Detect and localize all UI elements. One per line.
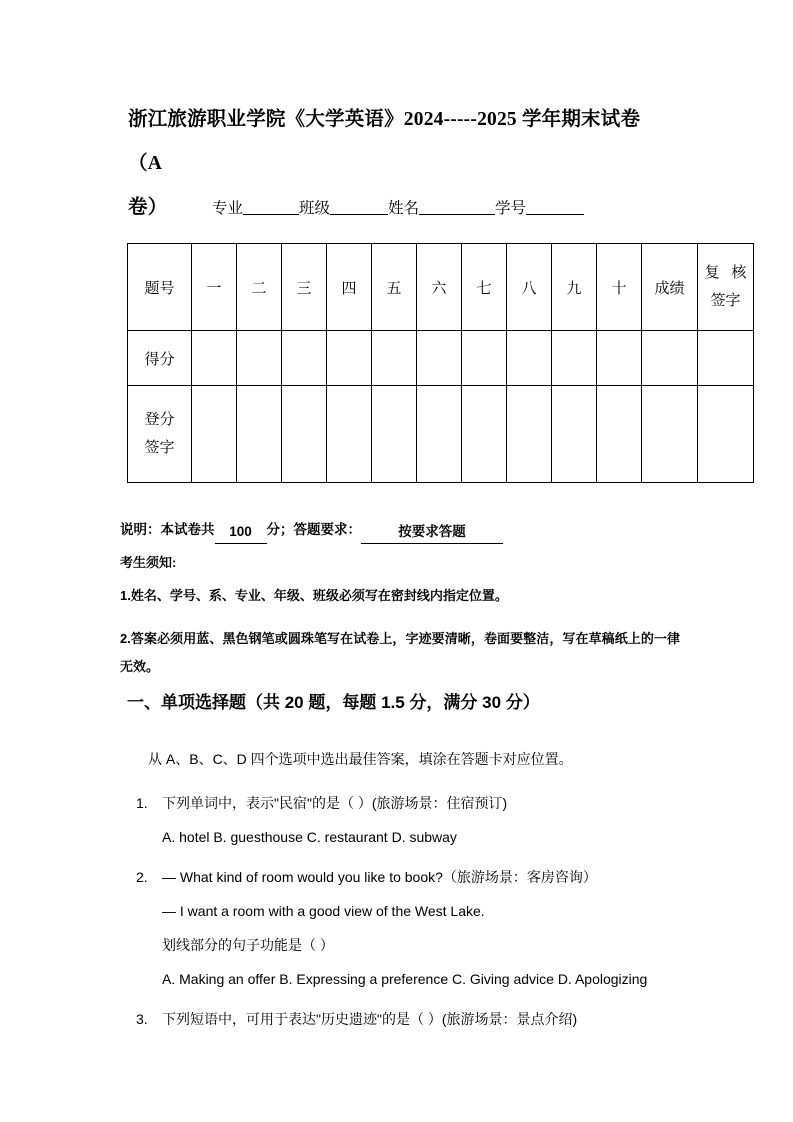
signature-cell-7[interactable] [462,386,507,483]
question-text-continued: — I want a room with a good view of the West Lake. [162,903,485,919]
row-signature-label [128,386,192,483]
score-cell-7[interactable] [462,331,507,386]
table-row-signature [128,386,754,483]
signature-label-line-1: 登分 [144,412,175,428]
header-cell-3: 三 [282,244,327,331]
header-cell-total: 成绩 [642,244,698,331]
major-blank[interactable] [243,214,299,215]
exam-description-line [120,519,503,544]
notice-title: 考生须知: [120,555,177,570]
score-table [127,243,754,483]
question-number: 2. [136,869,148,885]
recheck-line-1: 复 核 [704,265,751,281]
signature-cell-4[interactable] [327,386,372,483]
signature-cell-recheck[interactable] [698,386,754,483]
signature-cell-1[interactable] [192,386,237,483]
signature-cell-9[interactable] [552,386,597,483]
question-options[interactable]: A. Making an offer B. Expressing a preference C. Giving advice D. Apologizing [162,971,648,987]
answer-requirement-value: 按要求答题 [361,521,503,544]
signature-cell-6[interactable] [417,386,462,483]
list-item [136,1002,756,1036]
question-list [136,786,756,1042]
major-label: 专业 [212,200,244,217]
description-prefix: 说明：本试卷共 [120,522,215,537]
header-cell-1: 一 [192,244,237,331]
signature-cell-10[interactable] [597,386,642,483]
score-cell-8[interactable] [507,331,552,386]
table-row-score [128,331,754,386]
section-one-heading: 一、单项选择题（共 20 题，每题 1.5 分，满分 30 分） [127,693,540,712]
name-label: 姓名 [388,200,420,217]
header-cell-2: 二 [237,244,282,331]
section-one-instruction: 从 A、B、C、D 四个选项中选出最佳答案，填涂在答题卡对应位置。 [148,751,573,767]
question-options[interactable]: A. hotel B. guesthouse C. restaurant D. subway [162,829,457,845]
name-blank[interactable] [419,214,495,215]
signature-label-line-2: 签字 [144,440,175,456]
score-cell-total[interactable] [642,331,698,386]
score-cell-3[interactable] [282,331,327,386]
header-cell-10: 十 [597,244,642,331]
question-text: 下列单词中，表示"民宿"的是（ ）(旅游场景：住宿预订) [162,795,508,811]
student-id-blank[interactable] [526,214,584,215]
student-id-label: 学号 [495,200,527,217]
description-middle: 分；答题要求： [266,522,361,537]
signature-cell-2[interactable] [237,386,282,483]
header-cell-6: 六 [417,244,462,331]
question-text: — What kind of room would you like to book?（旅游场景：客房咨询） [162,869,597,885]
notice-item-1: 1.姓名、学号、系、专业、年级、班级必须写在密封线内指定位置。 [120,588,508,603]
header-cell-recheck-signature [698,244,754,331]
row-header-label: 题号 [128,244,192,331]
page-title-line-1: 浙江旅游职业学院《大学英语》2024-----2025 学年期末试卷（A [128,109,641,174]
header-cell-7: 七 [462,244,507,331]
table-row-header [128,244,754,331]
score-cell-2[interactable] [237,331,282,386]
signature-cell-5[interactable] [372,386,417,483]
score-cell-10[interactable] [597,331,642,386]
page-title-line-2: 卷） [128,197,168,218]
header-cell-9: 九 [552,244,597,331]
score-cell-5[interactable] [372,331,417,386]
class-blank[interactable] [330,214,388,215]
score-cell-6[interactable] [417,331,462,386]
recheck-line-2: 签字 [710,293,741,309]
signature-cell-total[interactable] [642,386,698,483]
question-prompt: 划线部分的句子功能是（ ） [162,937,334,953]
header-cell-5: 五 [372,244,417,331]
score-cell-4[interactable] [327,331,372,386]
header-cell-4: 四 [327,244,372,331]
score-cell-9[interactable] [552,331,597,386]
signature-cell-3[interactable] [282,386,327,483]
notice-item-2: 2.答案必须用蓝、黑色钢笔或圆珠笔写在试卷上，字迹要清晰，卷面要整洁，写在草稿纸上的一律无效。 [120,631,680,674]
signature-cell-8[interactable] [507,386,552,483]
identity-fill-in-line [212,198,584,220]
list-item [136,786,756,854]
question-number: 3. [136,1011,148,1027]
list-item [136,860,756,996]
question-text: 下列短语中，可用于表达"历史遗迹"的是（ ）(旅游场景：景点介绍) [162,1011,578,1027]
row-score-label: 得分 [128,331,192,386]
total-points-value: 100 [215,521,267,544]
header-cell-8: 八 [507,244,552,331]
question-number: 1. [136,795,148,811]
score-cell-1[interactable] [192,331,237,386]
score-cell-recheck[interactable] [698,331,754,386]
class-label: 班级 [299,200,331,217]
